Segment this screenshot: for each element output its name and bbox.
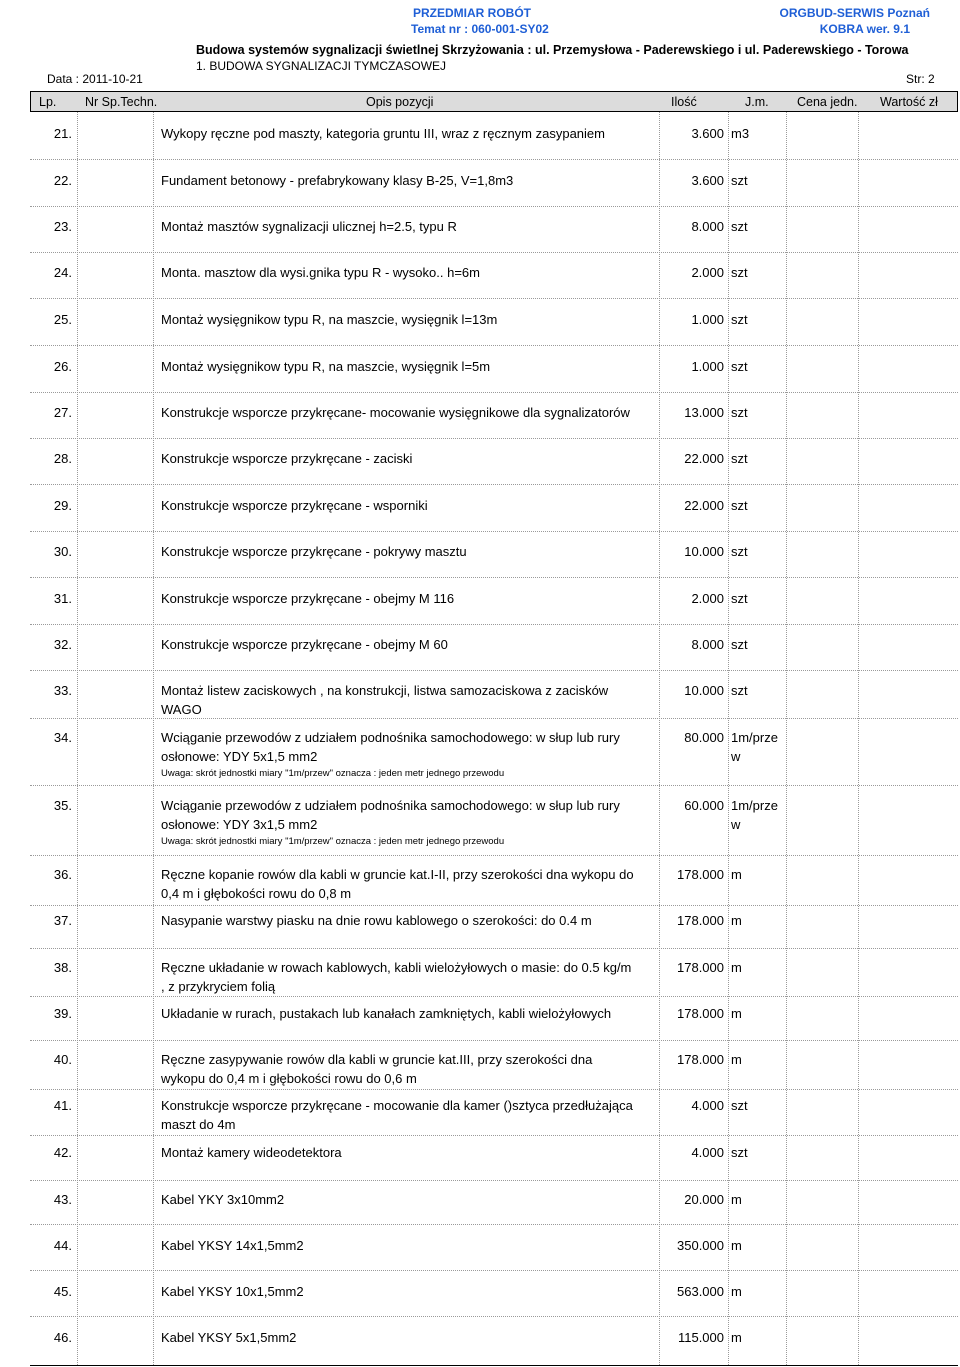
row-divider (30, 159, 958, 160)
description-line: Fundament betonowy - prefabrykowany klasy B-25, V=1,8m3 (161, 173, 514, 188)
column-cena-jedn: Cena jedn. (797, 95, 858, 109)
row-unit (731, 310, 748, 329)
row-unit (731, 635, 748, 654)
row-quantity: 20.000 (684, 1192, 724, 1207)
unit-line: w (731, 817, 741, 832)
row-lp: 27. (53, 405, 72, 420)
row-quantity: 80.000 (684, 730, 724, 745)
row-description (161, 728, 656, 781)
row-unit (731, 1328, 742, 1347)
row-quantity: 4.000 (691, 1145, 724, 1160)
unit-line: szt (731, 637, 748, 652)
row-lp: 40. (53, 1052, 72, 1067)
document-date: Data : 2011-10-21 (47, 72, 143, 86)
positions-table (30, 91, 958, 112)
table-header (30, 91, 958, 112)
page-number: Str: 2 (906, 72, 935, 86)
row-lp: 35. (53, 798, 72, 813)
description-line: 0,4 m i głębokości rowu do 0,8 m (161, 886, 352, 901)
row-unit (731, 589, 748, 608)
row-divider (30, 1180, 958, 1181)
column-wartosc: Wartość zł (880, 95, 938, 109)
row-quantity: 350.000 (677, 1238, 724, 1253)
column-ilosc: Ilość (671, 95, 697, 109)
description-line: Montaż kamery wideodetektora (161, 1145, 342, 1160)
row-unit (731, 496, 748, 515)
row-lp: 23. (53, 219, 72, 234)
description-line: Kabel YKSY 14x1,5mm2 (161, 1238, 304, 1253)
description-line: Nasypanie warstwy piasku na dnie rowu kablowego o szerokości: do 0.4 m (161, 913, 592, 928)
description-line: Układanie w rurach, pustakach lub kanałach zamkniętych, kabli wielożyłowych (161, 1006, 612, 1021)
row-description (161, 958, 656, 996)
row-lp: 46. (53, 1330, 72, 1345)
description-line: Ręczne zasypywanie rowów dla kabli w gruncie kat.III, przy szerokości dna (161, 1052, 593, 1067)
project-title: Budowa systemów sygnalizacji świetlnej Skrzyżowania : ul. Przemysłowa - Paderewskiego i ul. Paderewskiego - Torowa (196, 43, 909, 57)
row-description (161, 589, 656, 608)
description-line: Wykopy ręczne pod maszty, kategoria gruntu III, wraz z ręcznym zasypaniem (161, 126, 605, 141)
row-description (161, 124, 656, 143)
row-lp: 41. (53, 1098, 72, 1113)
row-description (161, 263, 656, 282)
row-unit (731, 357, 748, 376)
description-line: Konstrukcje wsporcze przykręcane - pokrywy masztu (161, 544, 467, 559)
row-lp: 24. (53, 265, 72, 280)
temat-number: Temat nr : 060-001-SY02 (411, 22, 549, 36)
row-description (161, 449, 656, 468)
row-quantity: 1.000 (691, 312, 724, 327)
description-line: osłonowe: YDY 3x1,5 mm2 (161, 817, 318, 832)
row-unit (731, 171, 748, 190)
description-line: Montaż wysięgnikow typu R, na maszcie, wysięgnik l=5m (161, 359, 491, 374)
row-description (161, 542, 656, 561)
row-quantity: 2.000 (691, 265, 724, 280)
description-line: Montaż masztów sygnalizacji ulicznej h=2.5, typu R (161, 219, 457, 234)
row-quantity: 13.000 (684, 405, 724, 420)
unit-line: szt (731, 683, 748, 698)
row-lp: 28. (53, 451, 72, 466)
row-divider (30, 392, 958, 393)
column-lp: Lp. (39, 95, 57, 109)
description-line: Wciąganie przewodów z udziałem podnośnika samochodowego: w słup lub rury (161, 730, 620, 745)
row-description (161, 1050, 656, 1088)
row-divider (30, 1316, 958, 1317)
description-line: Konstrukcje wsporcze przykręcane - wsporniki (161, 498, 428, 513)
row-unit (731, 1050, 742, 1069)
software-version: KOBRA wer. 9.1 (819, 22, 910, 36)
row-description (161, 635, 656, 654)
row-lp: 44. (53, 1238, 72, 1253)
unit-line: szt (731, 312, 748, 327)
row-divider (30, 785, 958, 786)
row-divider (30, 484, 958, 485)
row-divider (30, 996, 958, 997)
column-opis-pozycji: Opis pozycji (366, 95, 434, 109)
row-unit (731, 403, 748, 422)
unit-line: szt (731, 265, 748, 280)
row-unit (731, 681, 748, 700)
row-quantity: 178.000 (677, 960, 724, 975)
unit-line: szt (731, 1098, 748, 1113)
row-unit (731, 1096, 748, 1115)
row-divider (30, 905, 958, 906)
column-divider (786, 112, 787, 1365)
unit-line: szt (731, 1145, 748, 1160)
row-description (161, 1236, 656, 1255)
unit-line: szt (731, 498, 748, 513)
row-quantity: 115.000 (677, 1330, 724, 1345)
row-unit (731, 124, 749, 143)
row-unit (731, 1143, 748, 1162)
row-lp: 36. (53, 867, 72, 882)
row-divider (30, 298, 958, 299)
row-quantity: 1.000 (691, 359, 724, 374)
table-bottom-border (30, 1365, 958, 1366)
row-divider (30, 252, 958, 253)
unit-line: m (731, 913, 742, 928)
unit-line: szt (731, 591, 748, 606)
row-lp: 25. (53, 312, 72, 327)
column-nr-sp-techn: Nr Sp.Techn. (85, 95, 158, 109)
row-quantity: 3.600 (691, 173, 724, 188)
column-divider (728, 112, 729, 1365)
row-description (161, 1096, 656, 1134)
column-divider (77, 112, 78, 1365)
row-lp: 45. (53, 1284, 72, 1299)
row-unit (731, 1004, 742, 1023)
row-description (161, 1004, 656, 1023)
row-quantity: 178.000 (677, 867, 724, 882)
row-lp: 22. (53, 173, 72, 188)
row-lp: 32. (53, 637, 72, 652)
row-description (161, 171, 656, 190)
unit-line: szt (731, 173, 748, 188)
description-line: Kabel YKSY 10x1,5mm2 (161, 1284, 304, 1299)
row-description (161, 796, 656, 849)
unit-line: m3 (731, 126, 750, 141)
unit-line: 1m/prze (731, 730, 778, 745)
row-description (161, 1190, 656, 1209)
row-quantity: 22.000 (684, 498, 724, 513)
row-quantity: 8.000 (691, 637, 724, 652)
row-lp: 21. (53, 126, 72, 141)
row-divider (30, 438, 958, 439)
row-unit (731, 728, 778, 766)
row-divider (30, 531, 958, 532)
description-line: Wciąganie przewodów z udziałem podnośnika samochodowego: w słup lub rury (161, 798, 620, 813)
row-unit (731, 1190, 742, 1209)
column-jm: J.m. (745, 95, 769, 109)
row-quantity: 10.000 (684, 683, 724, 698)
unit-line: m (731, 867, 742, 882)
row-description (161, 911, 656, 930)
row-lp: 33. (53, 683, 72, 698)
row-lp: 30. (53, 544, 72, 559)
row-description (161, 310, 656, 329)
row-divider (30, 855, 958, 856)
row-lp: 39. (53, 1006, 72, 1021)
row-divider (30, 206, 958, 207)
description-line: Kabel YKSY 5x1,5mm2 (161, 1330, 297, 1345)
company-name: ORGBUD-SERWIS Poznań (779, 6, 930, 20)
unit-note: Uwaga: skrót jednostki miary "1m/przew" oznacza : jeden metr jednego przewodu (161, 836, 505, 847)
description-line: Monta. masztow dla wysi.gnika typu R - wysoko.. h=6m (161, 265, 480, 280)
unit-line: 1m/prze (731, 798, 778, 813)
row-quantity: 3.600 (691, 126, 724, 141)
unit-line: m (731, 1330, 742, 1345)
row-quantity: 178.000 (677, 913, 724, 928)
row-unit (731, 263, 748, 282)
row-divider (30, 345, 958, 346)
row-description (161, 1328, 656, 1347)
row-divider (30, 1270, 958, 1271)
row-lp: 29. (53, 498, 72, 513)
row-unit (731, 217, 748, 236)
row-divider (30, 1040, 958, 1041)
row-unit (731, 542, 748, 561)
unit-line: m (731, 960, 742, 975)
unit-line: m (731, 1238, 742, 1253)
row-quantity: 4.000 (691, 1098, 724, 1113)
description-line: Konstrukcje wsporcze przykręcane - obejmy M 116 (161, 591, 455, 606)
unit-note: Uwaga: skrót jednostki miary "1m/przew" oznacza : jeden metr jednego przewodu (161, 768, 505, 779)
column-divider (153, 112, 154, 1365)
row-divider (30, 670, 958, 671)
row-divider (30, 1135, 958, 1136)
description-line: Montaż wysięgnikow typu R, na maszcie, wysięgnik l=13m (161, 312, 498, 327)
row-divider (30, 948, 958, 949)
row-unit (731, 911, 742, 930)
row-quantity: 178.000 (677, 1052, 724, 1067)
description-line: osłonowe: YDY 5x1,5 mm2 (161, 749, 318, 764)
row-quantity: 2.000 (691, 591, 724, 606)
unit-line: m (731, 1006, 742, 1021)
row-quantity: 10.000 (684, 544, 724, 559)
row-unit (731, 958, 742, 977)
unit-line: m (731, 1284, 742, 1299)
description-line: Kabel YKY 3x10mm2 (161, 1192, 285, 1207)
row-unit (731, 449, 748, 468)
section-title: 1. BUDOWA SYGNALIZACJI TYMCZASOWEJ (196, 59, 447, 73)
unit-line: m (731, 1192, 742, 1207)
row-lp: 34. (53, 730, 72, 745)
description-line: Konstrukcje wsporcze przykręcane - zaciski (161, 451, 413, 466)
row-divider (30, 577, 958, 578)
unit-line: szt (731, 451, 748, 466)
row-divider (30, 1224, 958, 1225)
row-description (161, 865, 656, 903)
row-quantity: 178.000 (677, 1006, 724, 1021)
description-line: Ręczne kopanie rowów dla kabli w gruncie kat.I-II, przy szerokości dna wykopu do (161, 867, 634, 882)
row-unit (731, 1282, 742, 1301)
row-lp: 31. (53, 591, 72, 606)
row-lp: 38. (53, 960, 72, 975)
description-line: maszt do 4m (161, 1117, 236, 1132)
column-divider (858, 112, 859, 1365)
row-quantity: 22.000 (684, 451, 724, 466)
description-line: Konstrukcje wsporcze przykręcane - mocowanie dla kamer ()sztyca przedłużająca (161, 1098, 633, 1113)
description-line: , z przykryciem folią (161, 979, 276, 994)
row-description (161, 1282, 656, 1301)
description-line: Konstrukcje wsporcze przykręcane- mocowanie wysięgnikowe dla sygnalizatorów (161, 405, 630, 420)
row-description (161, 1143, 656, 1162)
row-unit (731, 865, 742, 884)
row-lp: 43. (53, 1192, 72, 1207)
unit-line: w (731, 749, 741, 764)
row-unit (731, 1236, 742, 1255)
row-lp: 42. (53, 1145, 72, 1160)
unit-line: szt (731, 544, 748, 559)
row-lp: 37. (53, 913, 72, 928)
description-line: wykopu do 0,4 m i głębokości rowu do 0,6 m (161, 1071, 417, 1086)
description-line: Montaż listew zaciskowych , na konstrukcji, listwa samozaciskowa z zacisków (161, 683, 609, 698)
document-title: PRZEDMIAR ROBÓT (413, 6, 531, 20)
row-divider (30, 1089, 958, 1090)
row-description (161, 496, 656, 515)
row-description (161, 403, 656, 422)
unit-line: szt (731, 219, 748, 234)
row-description (161, 217, 656, 236)
unit-line: m (731, 1052, 742, 1067)
row-quantity: 563.000 (677, 1284, 724, 1299)
description-line: Konstrukcje wsporcze przykręcane - obejmy M 60 (161, 637, 448, 652)
row-unit (731, 796, 778, 834)
description-line: Ręczne układanie w rowach kablowych, kabli wielożyłowych o masie: do 0.5 kg/m (161, 960, 632, 975)
unit-line: szt (731, 405, 748, 420)
row-divider (30, 624, 958, 625)
row-lp: 26. (53, 359, 72, 374)
row-description (161, 681, 656, 719)
row-quantity: 8.000 (691, 219, 724, 234)
row-description (161, 357, 656, 376)
description-line: WAGO (161, 702, 202, 717)
unit-line: szt (731, 359, 748, 374)
row-quantity: 60.000 (684, 798, 724, 813)
